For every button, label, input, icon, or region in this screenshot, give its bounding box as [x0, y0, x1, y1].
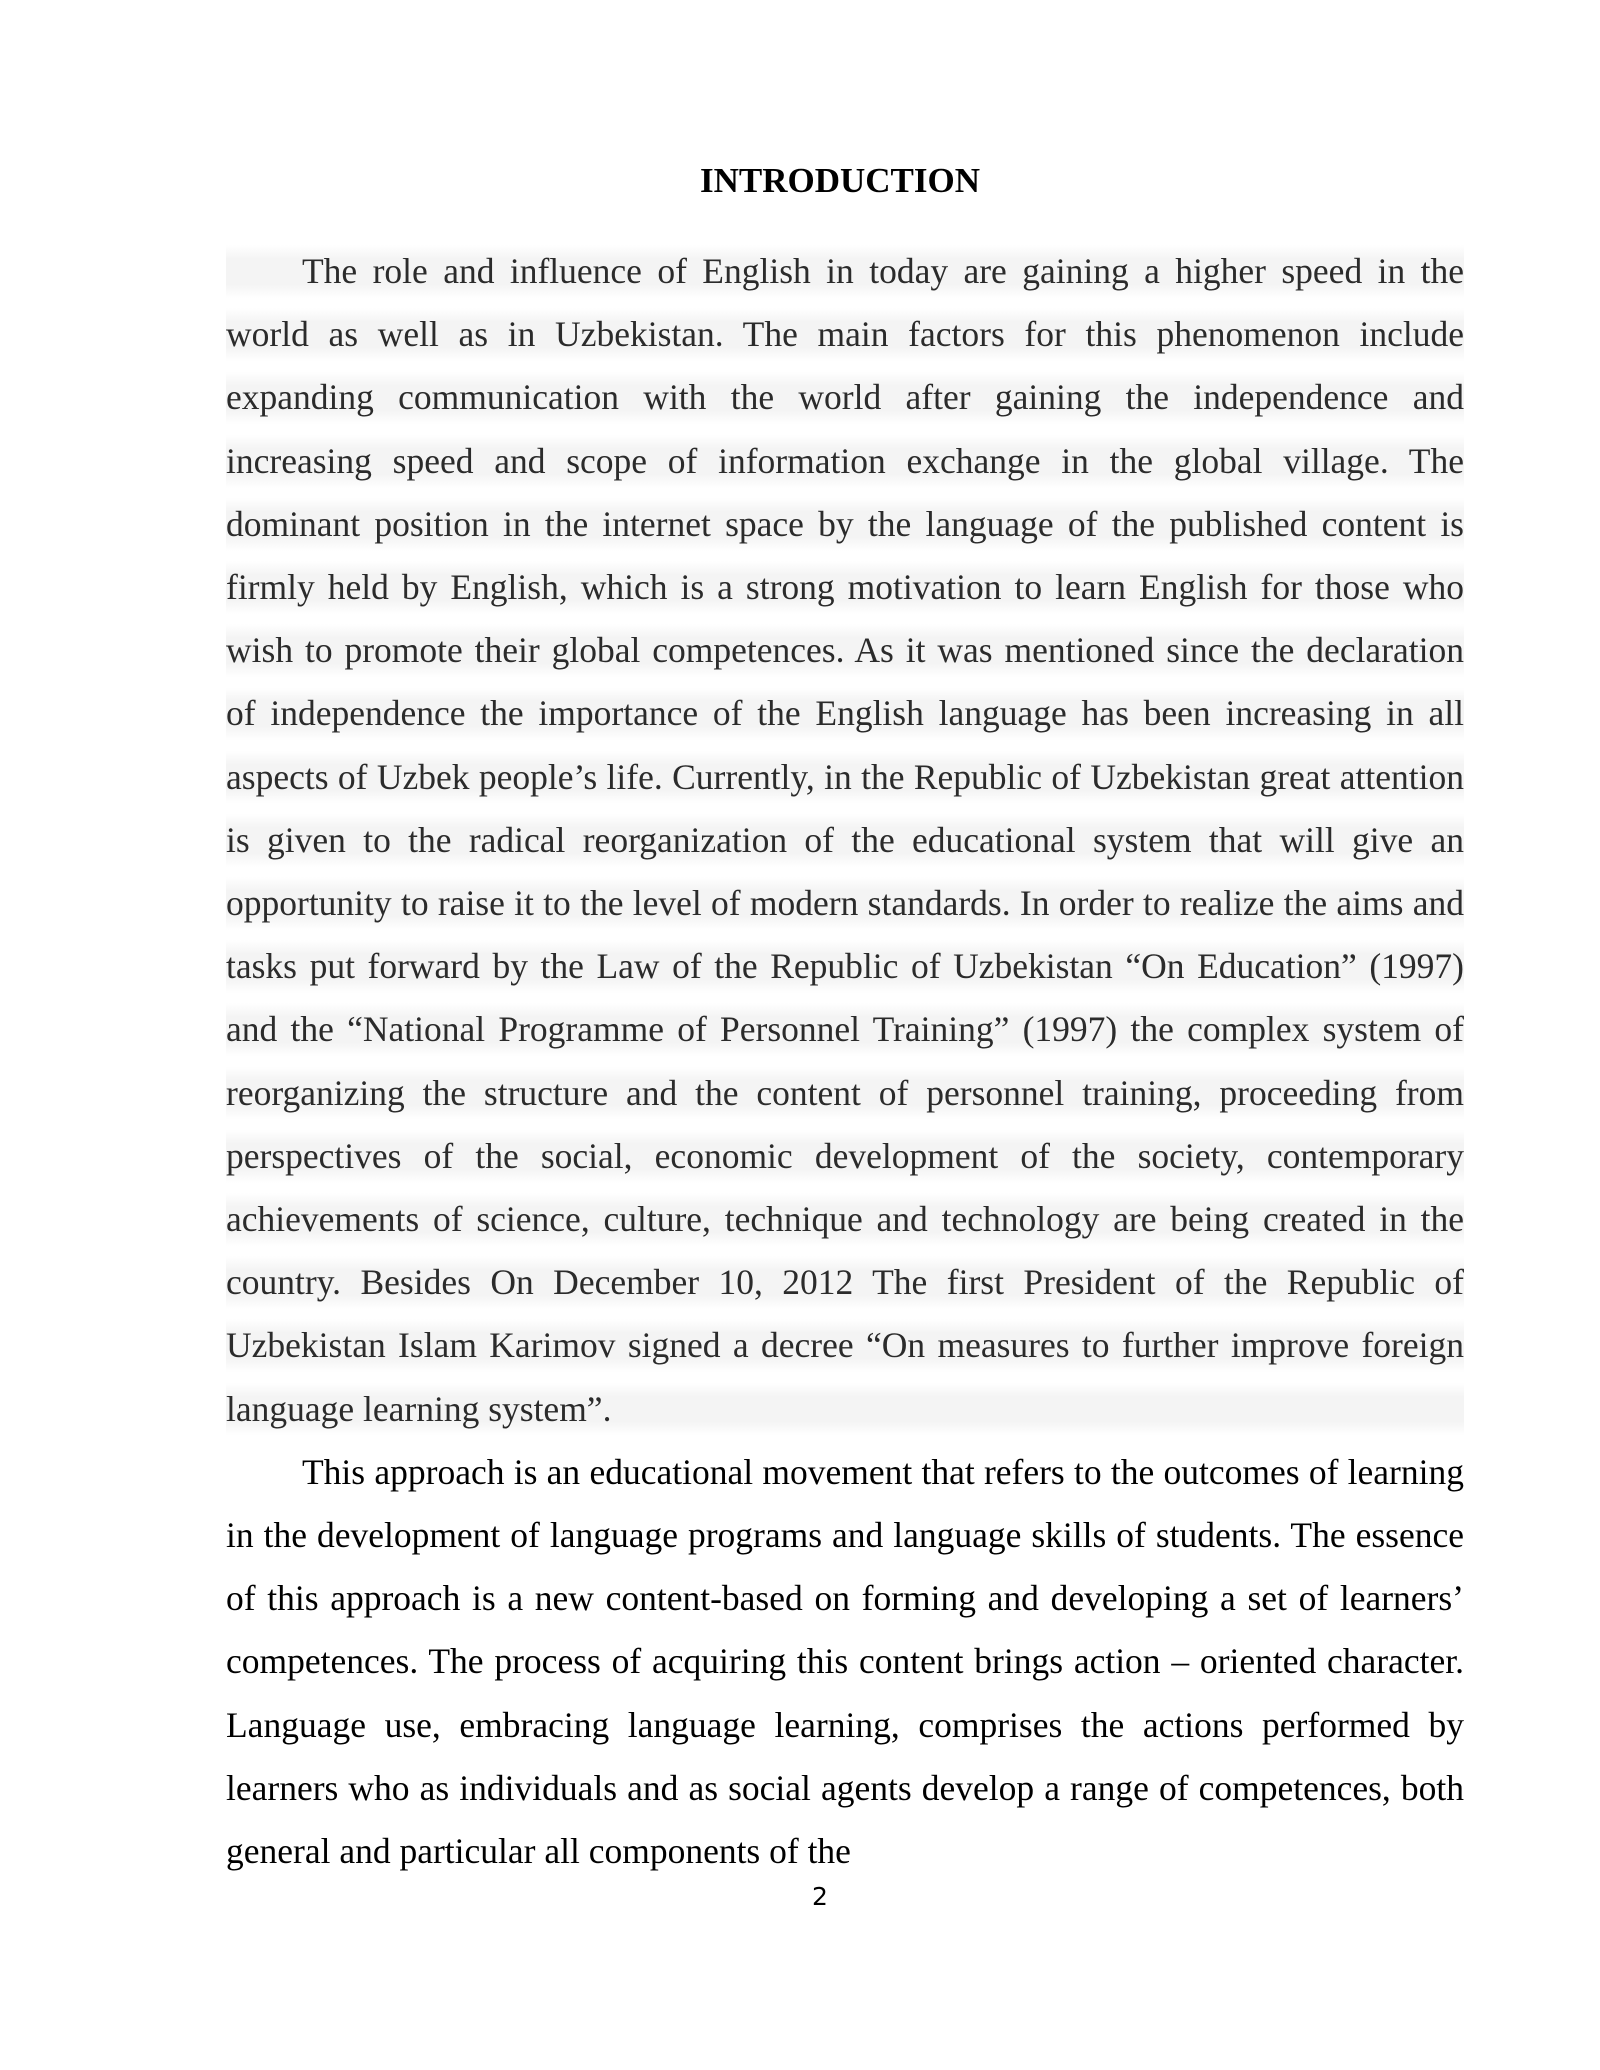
paragraph-approach: This approach is an educational movement that refers to the outcomes of learning in the development of language programs and language skills of students. The essence of this approach is a new content-based on forming and developing a set of learners’ competences. The process of acquiring this content brings action – oriented character. Language use, embracing language learning, comprises the actions performed by learners who as individuals and as social agents develop a range of competences, both general and particular all components of the [226, 1451, 1464, 1872]
paragraph-introduction: The role and influence of English in today are gaining a higher speed in the world as well as in Uzbekistan. The main factors for this phenomenon include expanding communication with the world after gaining the independence and increasing speed and scope of information exchange in the global village. The dominant position in the internet space by the language of the published content is firmly held by English, which is a strong motivation to learn English for those who wish to promote their global competences. As it was mentioned since the declaration of independence the importance of the English language has been increasing in all aspects of Uzbek people’s life. Currently, in the Republic of Uzbekistan great attention is given to the radical reorganization of the educational system that will give an opportunity to raise it to the level of modern standards. In order to realize the aims and tasks put forward by the Law of the Republic of Uzbekistan “On Education” (1997) and the “National Programme of Personnel Training” (1997) the complex system of reorganizing the structure and the content of personnel training, proceeding from perspectives of the social, economic development of the society, contemporary achievements of science, culture, technique and technology are being created in the country. Besides On December 10, 2012 The first President of the Republic of Uzbekistan Islam Karimov signed a decree “On measures to further improve foreign language learning system”. [226, 240, 1464, 1441]
body-text [226, 240, 1464, 1883]
section-heading: INTRODUCTION [699, 161, 981, 200]
page-number: 2 [812, 1882, 828, 1911]
